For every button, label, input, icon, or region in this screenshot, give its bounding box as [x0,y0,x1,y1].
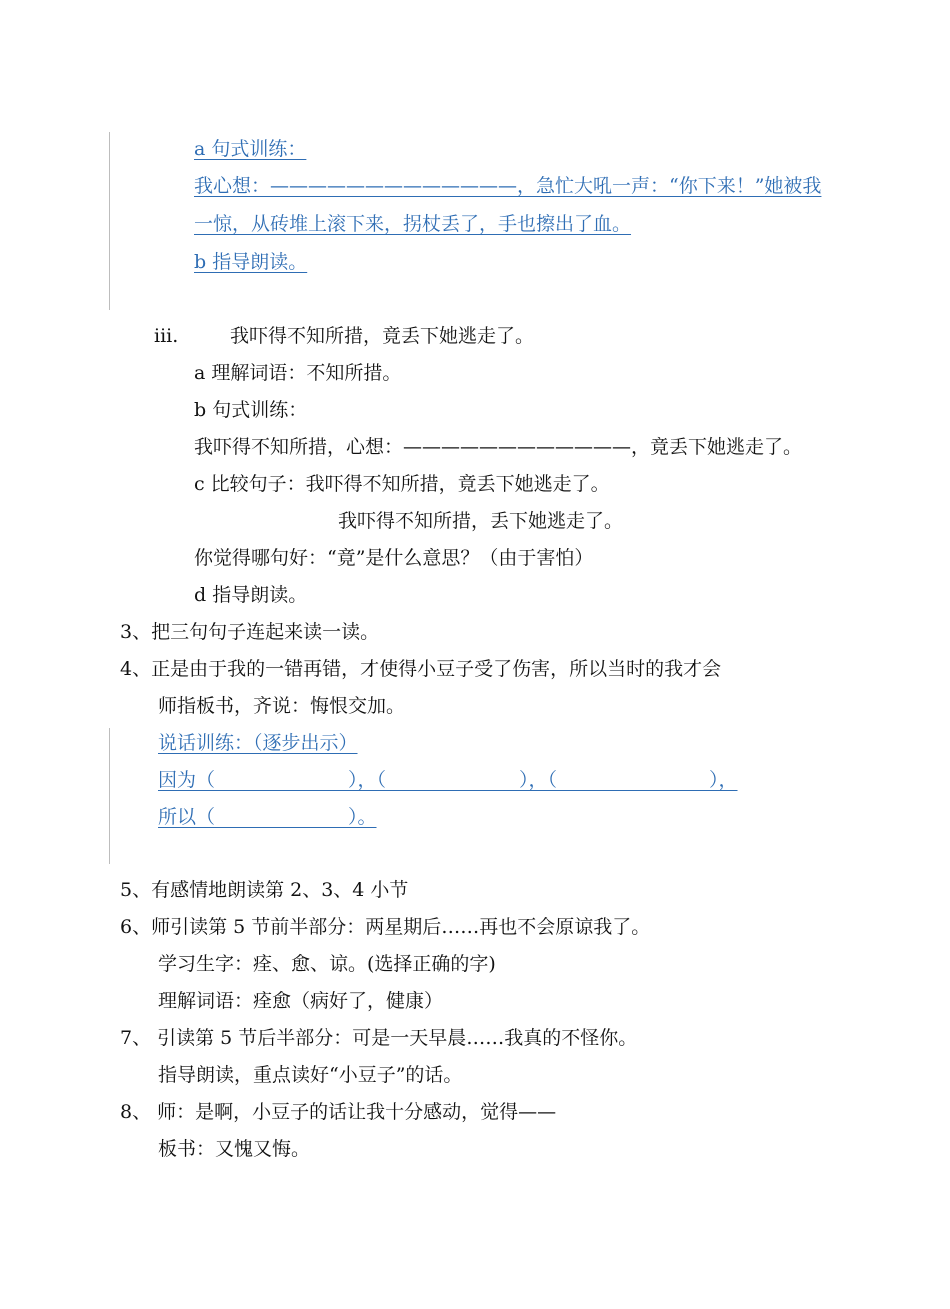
text-line: 3、把三句句子连起来读一读。 [120,621,380,643]
item-number: iii. [154,325,179,347]
text-line: a 理解词语：不知所措。 [194,362,402,384]
text-line: 指导朗读，重点读好“小豆子”的话。 [158,1064,463,1086]
text-line: 我吓得不知所措，丢下她逃走了。 [338,510,624,532]
text-line: 5、有感情地朗读第 2、3、4 小节 [120,879,409,901]
text-line: 我吓得不知所措，竟丢下她逃走了。 [230,325,535,347]
text-line: 7、 引读第 5 节后半部分：可是一天早晨……我真的不怪你。 [120,1027,638,1049]
text-line: c 比较句子：我吓得不知所措，竟丢下她逃走了。 [194,473,610,495]
revision-bar [109,132,110,310]
text-line: 一惊，从砖堆上滚下来，拐杖丢了，手也擦出了血。 [194,213,632,235]
text-line: b 指导朗读。 [194,251,308,273]
text-line: 师指板书，齐说：悔恨交加。 [158,695,406,717]
text-line: d 指导朗读。 [194,584,308,606]
text-line: 8、 师：是啊，小豆子的话让我十分感动，觉得—— [120,1101,557,1123]
text-line: 理解词语：痊愈（病好了，健康） [158,990,444,1012]
text-line: 所以（ ）。 [158,806,377,828]
text-line: 4、正是由于我的一错再错，才使得小豆子受了伤害，所以当时的我才会 [120,658,722,680]
text-line: b 句式训练： [194,399,308,421]
text-line: 你觉得哪句好：“竟”是什么意思？（由于害怕） [194,547,594,569]
text-line: 我吓得不知所措，心想：————————————，竟丢下她逃走了。 [194,436,803,458]
text-line: 学习生字：痊、愈、谅。(选择正确的字) [158,953,496,975]
text-line: 说话训练：（逐步出示） [158,732,358,754]
text-line: 板书：又愧又悔。 [158,1138,311,1160]
revision-bar [109,728,110,864]
text-line: 6、师引读第 5 节前半部分：两星期后……再也不会原谅我了。 [120,916,651,938]
text-line: 因为（ ），（ ），（ ）， [158,769,738,791]
text-line: a 句式训练： [194,138,307,160]
text-line: 我心想：—————————————，急忙大吼一声：“你下来！”她被我 [194,175,822,197]
